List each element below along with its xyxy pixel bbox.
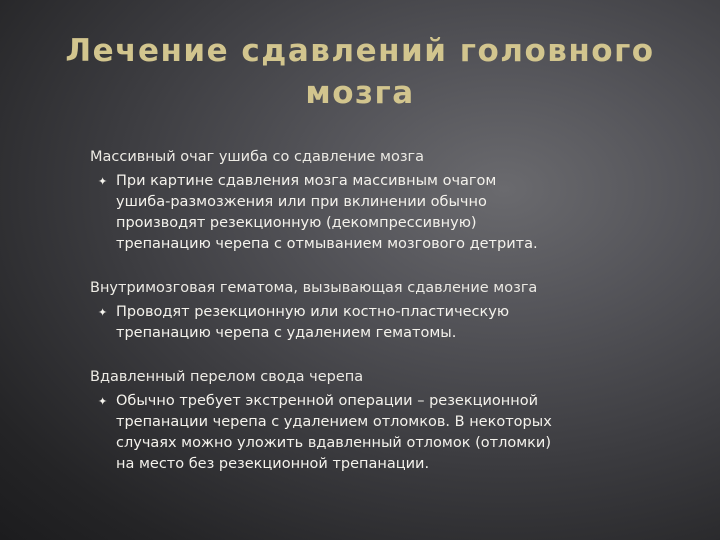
bullet-line: ушиба-размозжения или при вклинении обычно bbox=[116, 194, 487, 210]
four-point-star-bullet-icon: ✦ bbox=[98, 395, 108, 408]
bullet-line: производят резекционную (декомпрессивную) bbox=[116, 215, 477, 231]
bullet-line: трепанации черепа с удалением отломков. В некоторых bbox=[116, 414, 552, 430]
bullet-line: трепанацию черепа с удалением гематомы. bbox=[116, 325, 457, 341]
slide-title-line2: мозга bbox=[305, 75, 415, 111]
section-heading: Массивный очаг ушиба со сдавление мозга bbox=[90, 149, 425, 165]
section-brain-contusion bbox=[90, 146, 650, 255]
four-point-star-bullet-icon: ✦ bbox=[98, 175, 108, 188]
bullet-line: трепанацию черепа с отмыванием мозгового детрита. bbox=[116, 236, 538, 252]
bullet-line: При картине сдавления мозга массивным очагом bbox=[116, 173, 497, 189]
bullet-line: Проводят резекционную или костно-пластическую bbox=[116, 304, 510, 320]
bullet-line: случаях можно уложить вдавленный отломок (отломки) bbox=[116, 435, 551, 451]
slide-title-line1: Лечение сдавлений головного bbox=[65, 33, 655, 69]
slide-content bbox=[90, 146, 650, 497]
section-heading: Вдавленный перелом свода черепа bbox=[90, 369, 364, 385]
section-depressed-fracture bbox=[90, 366, 650, 475]
bullet-item bbox=[90, 171, 650, 255]
bullet-item bbox=[90, 391, 650, 475]
bullet-line: на место без резекционной трепанации. bbox=[116, 456, 430, 472]
section-intracerebral-hematoma bbox=[90, 277, 650, 344]
section-heading: Внутримозговая гематома, вызывающая сдавление мозга bbox=[90, 280, 538, 296]
slide-title bbox=[20, 30, 700, 114]
bullet-line: Обычно требует экстренной операции – резекционной bbox=[116, 393, 539, 409]
four-point-star-bullet-icon: ✦ bbox=[98, 306, 108, 319]
bullet-item bbox=[90, 302, 650, 344]
